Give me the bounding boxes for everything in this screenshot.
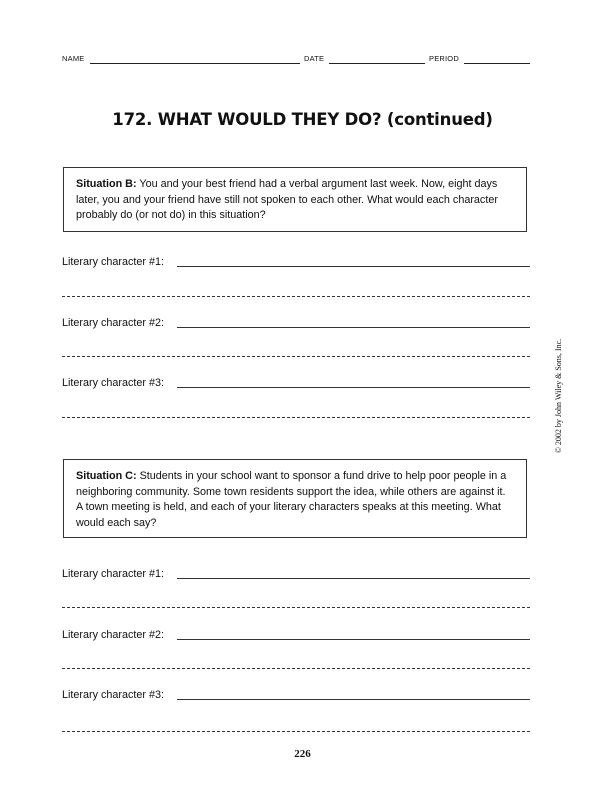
answer-dashed-line[interactable] — [62, 296, 530, 297]
answer-line[interactable] — [177, 639, 530, 640]
answer-line[interactable] — [177, 578, 530, 579]
answer-dashed-line[interactable] — [62, 356, 530, 357]
name-field[interactable] — [90, 63, 300, 64]
character-1-label: Literary character #1: — [62, 568, 165, 580]
situation-b-answer-3 — [62, 377, 530, 391]
answer-line[interactable] — [177, 387, 530, 388]
situation-b-label: Situation B: — [76, 178, 137, 190]
character-3-label: Literary character #3: — [62, 689, 165, 701]
answer-line[interactable] — [177, 699, 530, 700]
situation-c-text: Students in your school want to sponsor a fund drive to help poor people in a neighboring community. Some town residents support the idea, while others are against it. A town meeting is held, and each of your literary characters speaks at this meeting. What would each say? — [76, 470, 507, 529]
answer-line[interactable] — [177, 266, 530, 267]
student-info-header — [62, 54, 530, 66]
period-label: PERIOD — [429, 54, 459, 63]
name-label: NAME — [62, 54, 85, 63]
answer-dashed-line[interactable] — [62, 668, 530, 669]
situation-c-answer-3 — [62, 689, 530, 703]
date-field[interactable] — [329, 63, 425, 64]
situation-c-answer-2 — [62, 629, 530, 643]
situation-b-answer-1 — [62, 256, 530, 270]
answer-line[interactable] — [177, 327, 530, 328]
situation-c-answer-1 — [62, 568, 530, 582]
copyright-notice: © 2002 by John Wiley & Sons, Inc. — [554, 338, 563, 454]
page-number: 226 — [294, 748, 311, 760]
situation-b-answer-2 — [62, 317, 530, 331]
situation-c-box — [63, 459, 527, 538]
date-label: DATE — [304, 54, 325, 63]
character-2-label: Literary character #2: — [62, 629, 165, 641]
page-title: 172. WHAT WOULD THEY DO? (continued) — [112, 110, 493, 129]
situation-b-text: You and your best friend had a verbal argument last week. Now, eight days later, you and your friend have still not spoken to each other. What would each character probably do (or not do) in this situation? — [76, 178, 498, 221]
character-2-label: Literary character #2: — [62, 317, 165, 329]
character-1-label: Literary character #1: — [62, 256, 165, 268]
situation-c-label: Situation C: — [76, 470, 137, 482]
answer-dashed-line[interactable] — [62, 607, 530, 608]
situation-b-box — [63, 167, 527, 232]
character-3-label: Literary character #3: — [62, 377, 165, 389]
period-field[interactable] — [464, 63, 530, 64]
answer-dashed-line[interactable] — [62, 731, 530, 732]
answer-dashed-line[interactable] — [62, 417, 530, 418]
